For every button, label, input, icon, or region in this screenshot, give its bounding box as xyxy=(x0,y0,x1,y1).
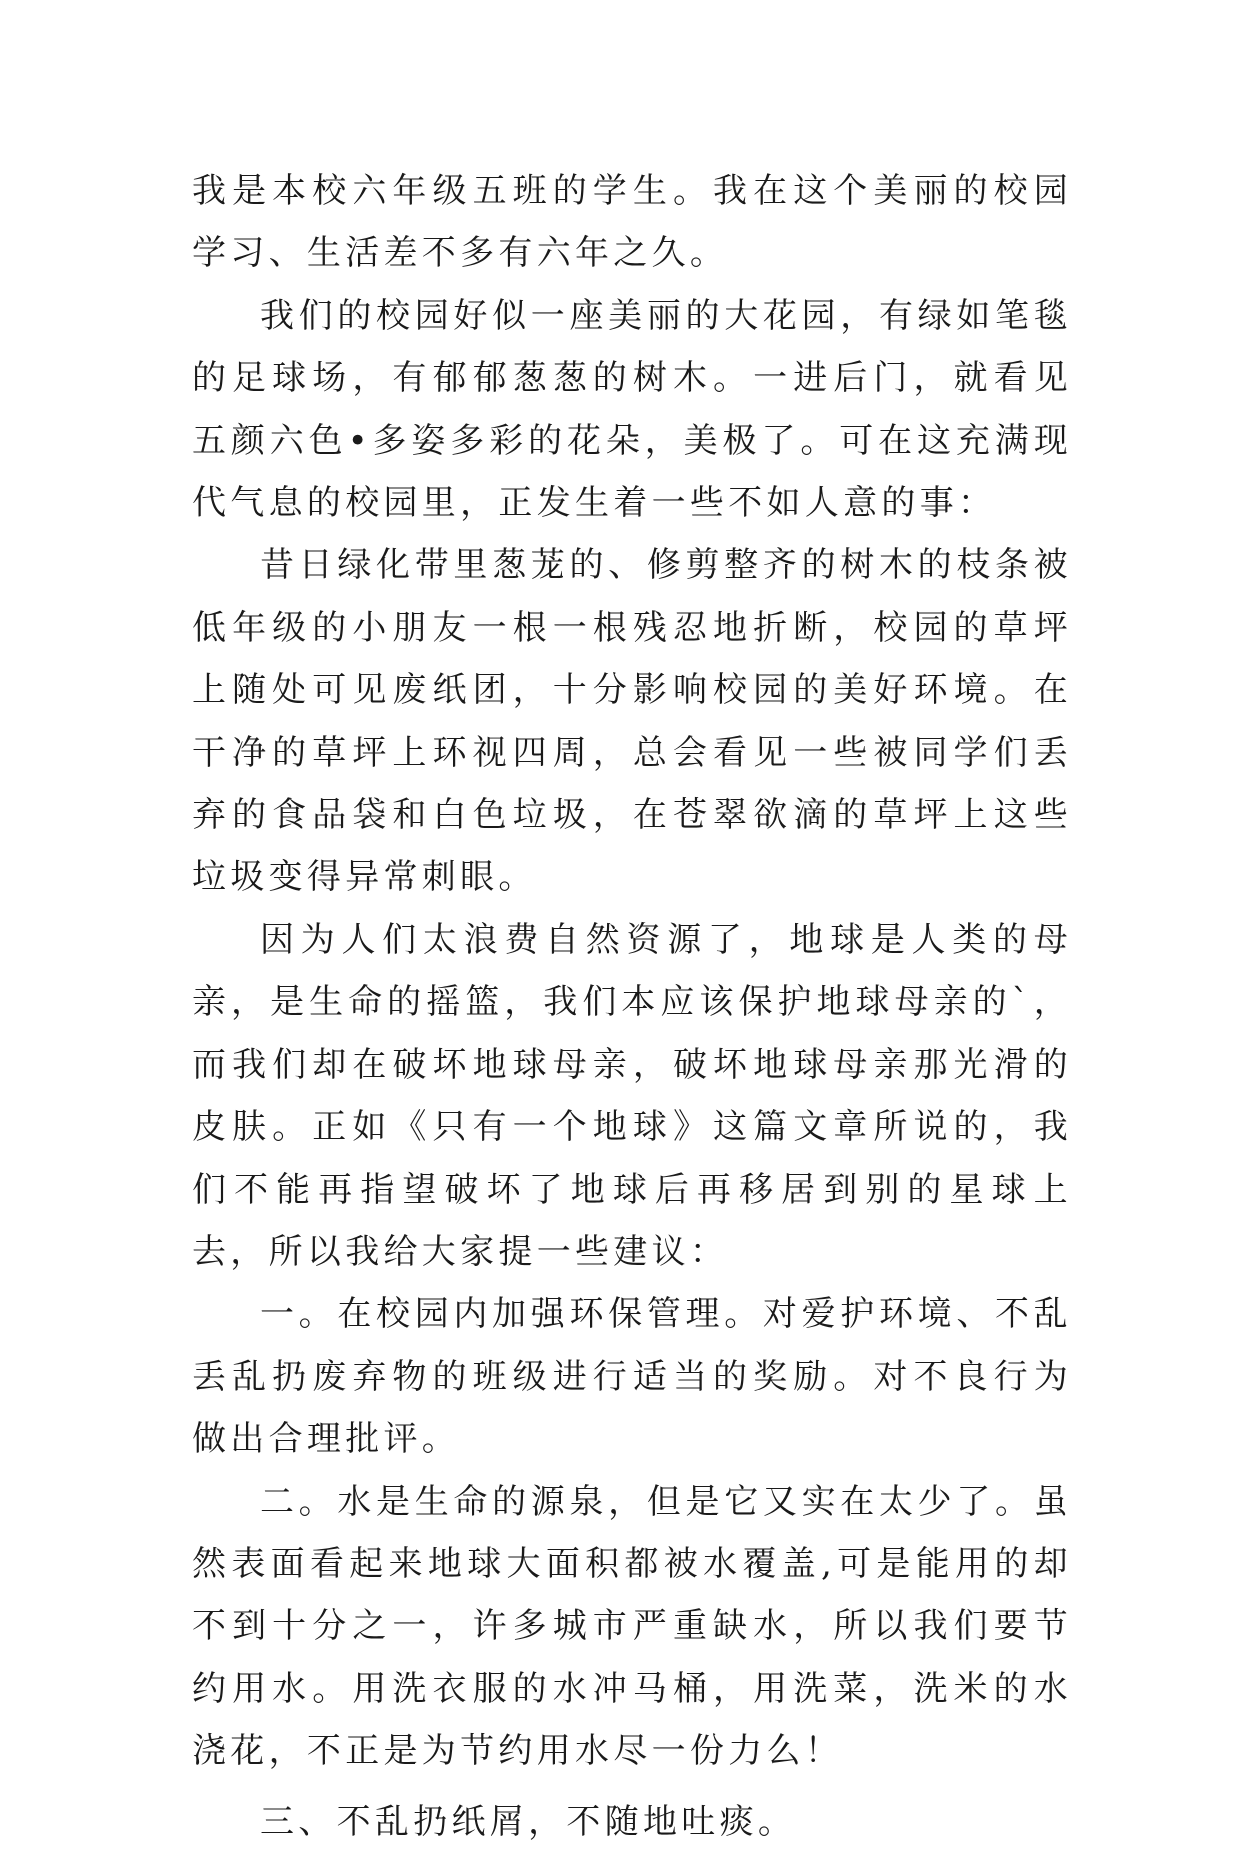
paragraph-suggestion-three: 三、不乱扔纸屑，不随地吐痰。 xyxy=(260,1801,797,1842)
paragraph-problems: 昔日绿化带里葱茏的、修剪整齐的树木的枝条被低年级的小朋友一根一根残忍地折断，校园的草坪上随处可见废纸团，十分影响校园的美好环境。在干净的草坪上环视四周，总会看见一些被同学们丢弃的食品袋和白色垃圾，在苍翠欲滴的草坪上这些垃圾变得异常刺眼。 xyxy=(192,545,1072,898)
paragraph-campus-description: 我们的校园好似一座美丽的大花园，有绿如笔毯的足球场，有郁郁葱葱的树木。一进后门，就看见五颜六色•多姿多彩的花朵，美极了。可在这充满现代气息的校园里，正发生着一些不如人意的事： xyxy=(192,295,1072,524)
paragraph-earth: 因为人们太浪费自然资源了，地球是人类的母亲，是生命的摇篮，我们本应该保护地球母亲的`，而我们却在破坏地球母亲，破坏地球母亲那光滑的皮肤。正如《只有一个地球》这篇文章所说的，我们不能再指望破坏了地球后再移居到别的星球上去，所以我给大家提一些建议： xyxy=(192,919,1072,1272)
paragraph-suggestion-two: 二。水是生命的源泉，但是它又实在太少了。虽然表面看起来地球大面积都被水覆盖,可是能用的却不到十分之一，许多城市严重缺水，所以我们要节约用水。用洗衣服的水冲马桶，用洗菜，洗米的水浇花，不正是为节约用水尽一份力么！ xyxy=(192,1481,1072,1772)
paragraph-intro: 我是本校六年级五班的学生。我在这个美丽的校园学习、生活差不多有六年之久。 xyxy=(192,171,1072,274)
document-body xyxy=(192,160,1072,1853)
paragraph-suggestion-one: 一。在校园内加强环保管理。对爱护环境、不乱丢乱扔废弃物的班级进行适当的奖励。对不良行为做出合理批评。 xyxy=(192,1294,1072,1460)
